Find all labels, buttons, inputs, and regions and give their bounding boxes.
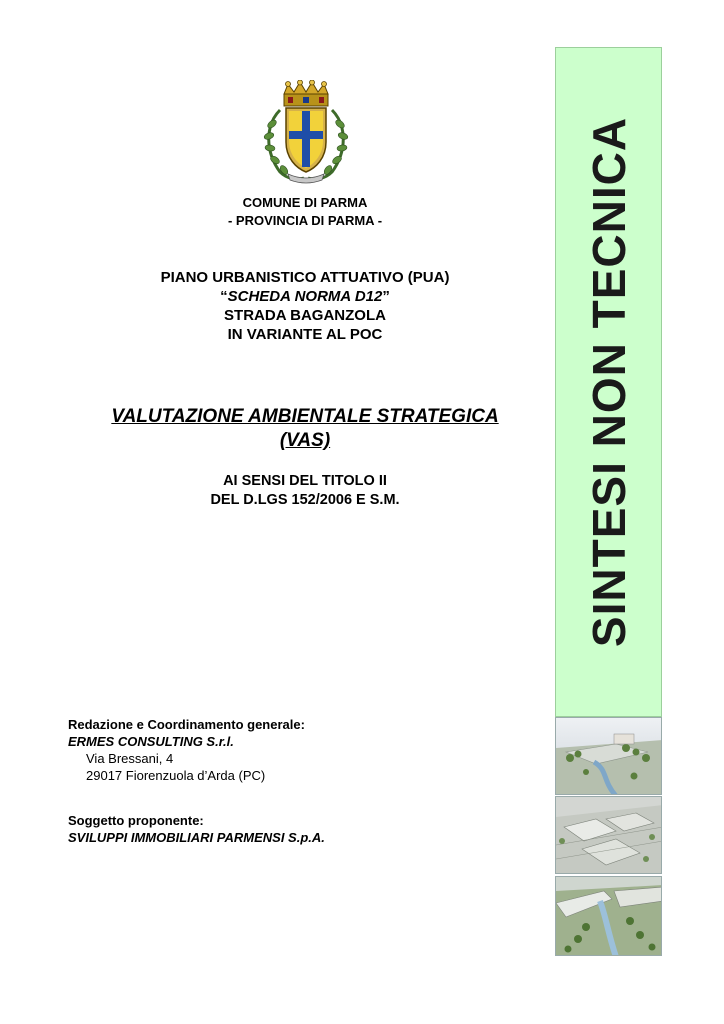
pua-line-1: PIANO URBANISTICO ATTUATIVO (PUA) [160,269,450,286]
rendering-image-1 [555,717,662,795]
vas-line-1: VALUTAZIONE AMBIENTALE STRATEGICA [111,406,499,427]
sensi-line-1: AI SENSI DEL TITOLO II [223,473,387,489]
redazione-address-2: 29017 Fiorenzuola d’Arda (PC) [86,768,266,783]
municipality-header [60,194,550,230]
comune-name: COMUNE DI PARMA [242,195,368,210]
redazione-address-1: Via Bressani, 4 [86,751,174,766]
pua-line-3: STRADA BAGANZOLA [224,307,386,324]
soggetto-block [68,812,325,846]
scheda-norma: SCHEDA NORMA D12 [227,288,383,305]
rendering-image-3 [555,876,662,956]
soggetto-company: SVILUPPI IMMOBILIARI PARMENSI S.p.A. [68,830,325,845]
sidebar-title: SINTESI NON TECNICA [582,116,635,648]
sensi-line-2: DEL D.LGS 152/2006 E S.M. [210,492,400,508]
vas-line-2: (VAS) [279,430,331,451]
provincia-name: - PROVINCIA DI PARMA - [227,213,383,228]
redazione-company: ERMES CONSULTING S.r.l. [68,734,234,749]
coat-of-arms-icon [258,80,354,188]
redazione-block [68,716,305,784]
soggetto-label: Soggetto proponente: [68,813,204,828]
pua-title-block [60,268,550,344]
rendering-image-2 [555,796,662,874]
pua-line-4: IN VARIANTE AL POC [227,326,383,343]
redazione-label: Redazione e Coordinamento generale: [68,717,305,732]
vas-title [60,405,550,453]
pua-line-2: “SCHEDA NORMA D12” [220,288,390,305]
legal-reference [60,472,550,510]
sidebar-banner [555,47,662,717]
